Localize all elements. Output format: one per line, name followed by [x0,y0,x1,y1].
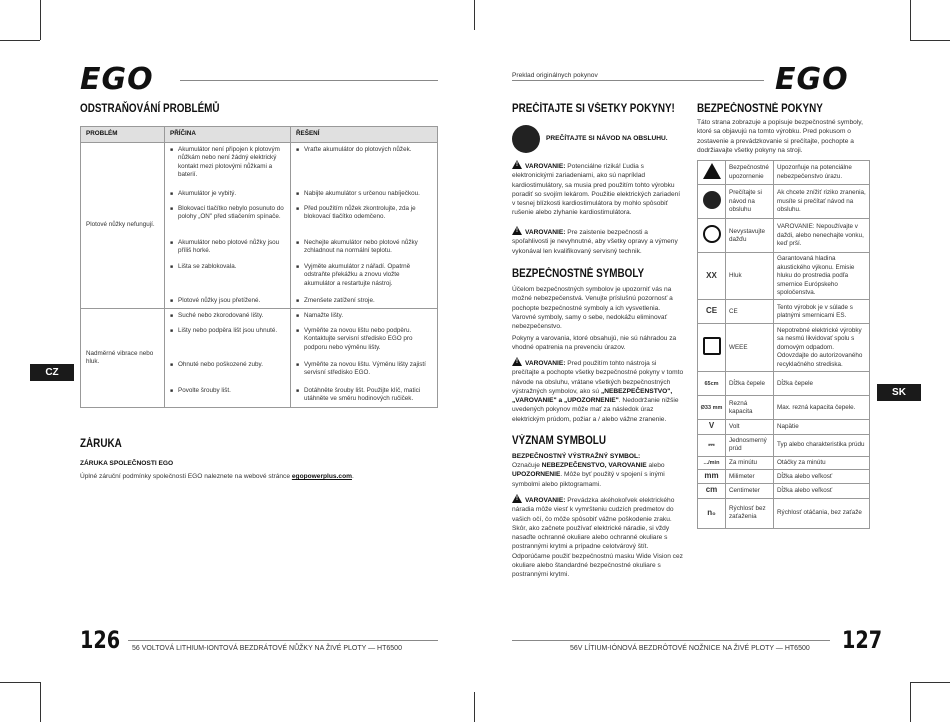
symbol-name: CE [726,300,774,324]
language-tab-sk: SK [877,384,921,401]
symbol-row [698,300,870,324]
symbol-description: Rýchlosť otáčania, bez zaťaže [774,498,870,528]
cause-item: ■ Lišta se zablokovala. [170,263,285,272]
cause-item: ■ Lišty nebo podpěra lišt jsou uhnuté. [170,327,285,336]
symbol-row [698,420,870,434]
symbol-name: Bezpečnostné upozornenie [726,161,774,185]
symbol-name: Rýchlosť bez zaťaženia [726,498,774,528]
solution-item: ■ Namažte lišty. [296,312,432,321]
symbol-description: Otáčky za minútu [774,456,870,469]
col-cause: PŘÍČINA [165,127,291,143]
solution-item: ■ Dotáhněte šrouby lišt. Použijte klíč, matici utáhněte ve směru hodinových ručiček. [296,387,432,404]
solution-item: ■ Před použitím nůžek zkontrolujte, zda je blokovací tlačítko odemčeno. [296,205,432,222]
symbols-paragraph-2: Pokyny a varovania, ktoré obsahujú, nie sú náhradou za vhodné opatrenia na prevenciu úrazov. [512,335,677,352]
symbol-row [698,253,870,300]
symbol-glyph: V [708,421,715,431]
symbol-row [698,484,870,498]
symbol-name: Nevystavujte dažďu [726,219,774,253]
warning-read-instructions: ! VAROVANIE: Pred použitím tohto nástroja si prečítajte a pochopte všetky bezpečnostné pokyny v tomto návode na obsluhu, vrátane všetkých bezpečnostných výstražných symbolov, ako sú „NEBEZPEČENSTVO", „VAROVANIE" a „UPOZORNENIE". Nedodržanie nižšie uvedených pokynov môže mať za následok úraz elektrickým prúdom, požiar a / alebo vážne zranenie. [512,359,684,423]
cause-item: ■ Akumulátor nebo plotové nůžky jsou příliš horké. [170,239,285,256]
symbol-name: Milimeter [726,470,774,484]
symbol-description: Napätie [774,420,870,434]
sound-level-icon: XX [706,270,717,280]
solution-item: ■ Zmenšete zatížení stroje. [296,297,432,306]
problem-cell: Plotové nůžky nefungují. [81,142,165,309]
cause-item: ■ Akumulátor není připojen k plotovým nůžkám nebo není žádný elektrický kontakt mezi plotovými nůžkami a baterií. [170,146,285,180]
read-manual-text: PREČÍTAJTE SI NÁVOD NA OBSLUHU. [546,135,668,142]
read-all-title: PREČÍTAJTE SI VŠETKY POKYNY! [512,103,675,115]
page-number-left: 126 [80,626,121,654]
symbol-meaning-subtitle: BEZPEČNOSTNÝ VÝSTRAŽNÝ SYMBOL: [512,453,641,460]
safety-symbols-title: BEZPEČNOSTNÉ SYMBOLY [512,268,645,280]
blade-length-icon: 65cm [704,380,719,387]
solution-item: ■ Nechejte akumulátor nebo plotové nůžky zchladnout na normální teplotu. [296,239,432,256]
warranty-text: Úplné záruční podmínky společnosti EGO naleznete na webové stránce egopowerplus.com. [80,473,354,480]
direct-current-icon: ⎓ [708,439,715,449]
symbol-name: Rezná kapacita [726,396,774,420]
symbol-row [698,434,870,456]
cutting-capacity-icon: Ø33 mm [700,404,723,411]
translation-note: Preklad originálnych pokynov [512,72,598,79]
language-tab-cz: CZ [30,364,74,381]
symbol-name: Volt [726,420,774,434]
cause-item: ■ Akumulátor je vybitý. [170,190,285,199]
symbol-name: WEEE [726,324,774,372]
problem-cell: Nadměrné vibrace nebo hluk. [81,309,165,408]
col-problem: PROBLÉM [81,127,165,143]
symbol-glyph: .../min [703,459,720,466]
warning-triangle-icon: ! [512,226,522,235]
col-solution: ŘEŠENÍ [291,127,438,143]
footer-left: 56 VOLTOVÁ LITHIUM-IONTOVÁ BEZDRÁTOVÉ NŮŽKY NA ŽIVÉ PLOTY — HT6500 [132,645,402,652]
symbol-description: Dĺžka alebo veľkosť [774,470,870,484]
symbol-row [698,324,870,372]
symbol-description: Dĺžka čepele [774,372,870,396]
troubleshooting-title: ODSTRAŇOVÁNÍ PROBLÉMŮ [80,103,220,115]
symbol-glyph: mm [704,471,719,481]
page-number-right: 127 [842,626,883,654]
warning-triangle-icon: ! [512,357,522,366]
symbol-row [698,219,870,253]
symbols-table [697,160,870,529]
cause-item: ■ Plotové nůžky jsou přetížené. [170,297,285,306]
warning-triangle-icon [703,163,721,179]
weee-bin-icon [703,337,721,355]
symbols-paragraph-1: Účelom bezpečnostných symbolov je upozorniť vás na možné nebezpečenstvá. Venujte príslušnú pozornosť a pochopte bezpečnostné symboly a ich vysvetlenia. Varovné symboly, samy o sebe, nedokážu eliminovať nebezpečenstvo. [512,286,673,331]
warning-pacemaker: ! VAROVANIE: Potenciálne riziká! Ľudia s elektronickými zariadeniami, ako sú napríklad kardiostimulátory, sa musia pred použitím tohto výrobku poradiť so svojím lekárom. Použitie elektrických zariadení v tesnej blízkosti kardiostimulátora by mohlo spôsobiť rušenie alebo zlyhanie kardiostimulátora. [512,162,681,217]
cause-item: ■ Suché nebo zkorodované lišty. [170,312,285,321]
ego-logo-right: EGO [775,62,849,97]
solution-item: ■ Vraťte akumulátor do plotových nůžek. [296,146,432,155]
symbol-name: Jednosmerný prúd [726,434,774,456]
cause-item: ■ Povolte šrouby lišt. [170,387,285,396]
read-manual-icon [512,125,540,153]
symbol-description: Upozorňuje na potenciálne nebezpečenstvo úrazu. [774,161,870,185]
warranty-title: ZÁRUKA [80,438,122,450]
symbol-row [698,396,870,420]
symbol-name: Prečítajte si návod na obsluhu [726,185,774,219]
symbol-row [698,456,870,469]
no-rain-icon [703,225,721,243]
ce-mark-icon: CE [705,306,718,316]
read-manual-icon [703,191,721,209]
symbol-name: Hluk [726,253,774,300]
symbol-description: Garantovaná hladina akustického výkonu. Emisie hluku do prostredia podľa smernice Európskeho spoločenstva. [774,253,870,300]
symbol-description: Dĺžka alebo veľkosť [774,484,870,498]
symbol-glyph: n₀ [707,507,716,517]
symbol-meaning-title: VÝZNAM SYMBOLU [512,435,606,447]
footer-right: 56V LÍTIUM-IÓNOVÁ BEZDRÔTOVÉ NOŽNICE NA ŽIVÉ PLOTY — HT6500 [570,645,810,652]
symbol-name: Centimeter [726,484,774,498]
symbol-description: Nepotrebné elektrické výrobky sa nesmú likvidovať spolu s domovým odpadom. Odovzdajte do autorizovaného recyklačného strediska. [774,324,870,372]
symbol-row [698,185,870,219]
symbol-glyph: cm [705,485,718,495]
symbol-description: VAROVANIE: Nepoužívajte v daždi, alebo nenechajte vonku, keď prší. [774,219,870,253]
troubleshooting-table [80,126,438,408]
symbol-name: Dĺžka čepele [726,372,774,396]
safety-intro: Táto strana zobrazuje a popisuje bezpečnostné symboly, ktoré sa objavujú na tomto výrobku. Pred pokusom o zostavenie a prevádzkovanie si prečítajte, pochopte a dodržiavajte všetky pokyny na stroji. [697,119,863,154]
solution-item: ■ Vyměňte za novou lištu nebo podpěru. Kontaktujte servisní středisko EGO pro podporu nebo výměnu lišty. [296,327,432,353]
warning-repairs: ! VAROVANIE: Pre zaistenie bezpečnosti a spoľahlivosti je nevyhnutné, aby všetky opravy a výmeny vykonával len kvalifikovaný servisný technik. [512,228,678,255]
warning-triangle-icon: ! [512,494,522,503]
solution-item: ■ Nabijte akumulátor s určenou nabíječkou. [296,190,432,199]
symbol-description: Tento výrobok je v súlade s platnými smernicami ES. [774,300,870,324]
warning-eye-protection: ! VAROVANIE: Prevádzka akéhokoľvek elektrického náradia môže viesť k vymršteniu cudzích predmetov do vašich očí, čo môže spôsobiť vážne poškodenie zraku. Skôr, ako začnete používať elektrické náradie, si vždy nasaďte ochranné okuliare alebo ochranné okuliare s postrannými krytmi a prípadne celotvárový štít. Odporúčame použiť bezpečnostnú masku Wide Vision cez okuliare alebo štandardné bezpečnostné okuliare s postrannými krytmi. [512,496,683,579]
symbol-row [698,498,870,528]
symbol-row [698,372,870,396]
symbol-description: Ak chcete znížiť riziko zranenia, musíte si prečítať návod na obsluhu. [774,185,870,219]
symbol-name: Za minútu [726,456,774,469]
symbol-row [698,470,870,484]
ego-logo-left: EGO [80,62,154,97]
symbol-meaning-text: Označuje NEBEZPEČENSTVO, VAROVANIE alebo UPOZORNENIE. Môže byť použitý v spojení s inými symbolmi alebo piktogramami. [512,462,665,488]
warning-triangle-icon: ! [512,160,522,169]
solution-item: ■ Vyjměte akumulátor z nářadí. Opatrně odstraňte překážku a znovu vložte akumulátor a restartujte nástroj. [296,263,432,289]
cause-item: ■ Blokovací tlačítko nebylo posunuto do polohy „ON" před stlačením spínače. [170,205,285,222]
warranty-link[interactable]: egopowerplus.com [291,473,352,480]
symbol-row [698,161,870,185]
solution-item: ■ Vyměňte za novou lištu. Výměnu lišty zajistí servisní středisko EGO. [296,361,432,378]
safety-instructions-title: BEZPEČNOSTNÉ POKYNY [697,103,823,115]
symbol-description: Max. rezná kapacita čepele. [774,396,870,420]
cause-item: ■ Ohnuté nebo poškozené zuby. [170,361,285,370]
symbol-description: Typ alebo charakteristika prúdu [774,434,870,456]
warranty-subtitle: ZÁRUKA SPOLEČNOSTI EGO [80,460,174,467]
